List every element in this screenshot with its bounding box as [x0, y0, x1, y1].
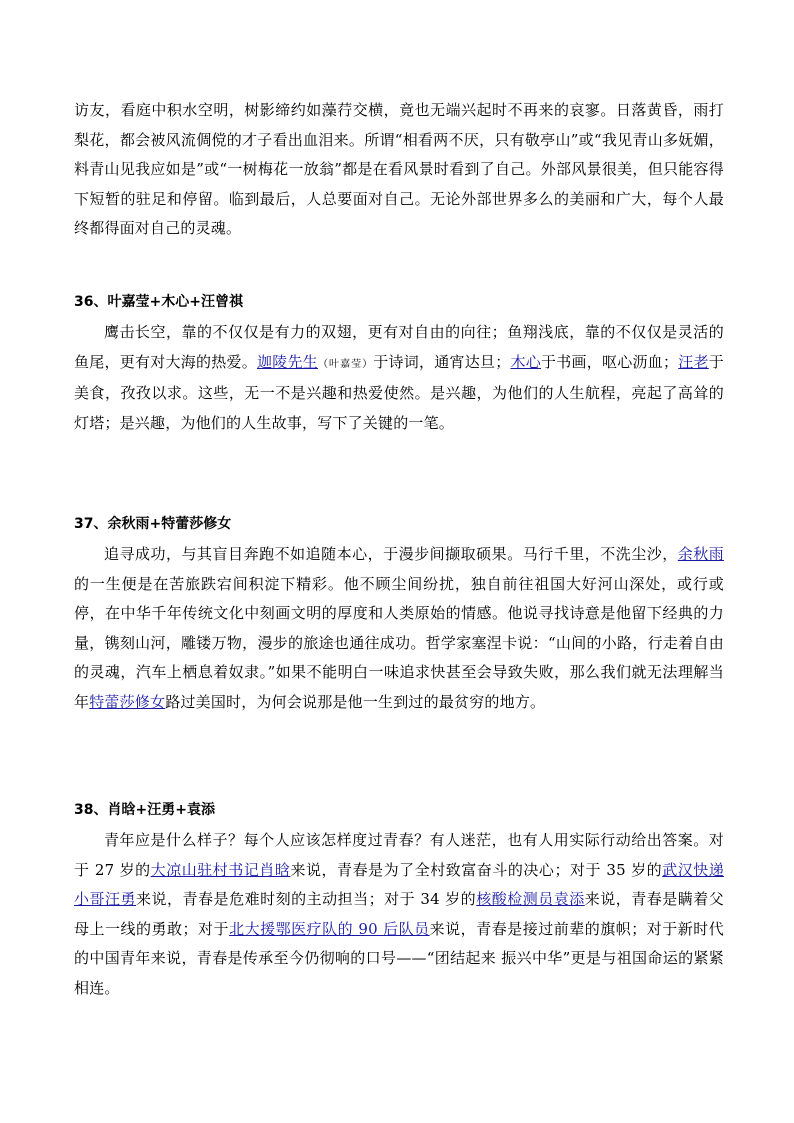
- link-medical-team[interactable]: 北大援鄂医疗队的 90 后队员: [229, 919, 430, 938]
- paragraph-text: 访友，看庭中积水空明，树影缔约如藻荇交横，竟也无端兴起时不再来的哀寥。日落黄昏，雨打梨花，都会被风流倜傥的才子看出血泪来。所谓“相看两不厌，只有敬亭山”或“我见青山多妩媚，料青山见我应如是”或“一树梅花一放翁”都是在看风景时看到了自己。外部风景很美，但只能容得下短暂的驻足和停留。临到最后，人总要面对自己。无论外部世界多么的美丽和广大，每个人最终都得面对自己的灵魂。: [74, 101, 724, 238]
- section-36-heading: 36、叶嘉莹+木心+汪曾祺: [74, 294, 243, 310]
- link-xiaohan[interactable]: 大凉山驻村书记肖晗: [150, 860, 291, 879]
- paragraph-text: 鹰击长空，靠的不仅仅是有力的双翅，更有对自由的向往；鱼翔浅底，靠的不仅仅是灵活的鱼尾，更有对大海的热爱。: [74, 323, 724, 371]
- paragraph-text: 路过美国时，为何会说那是他一生到过的最贫穷的地方。: [165, 692, 546, 711]
- section-38-paragraph: [74, 826, 724, 1004]
- paragraph-text: 来说，青春是瞒着父母上一线的勇敢；对于: [74, 890, 724, 938]
- section-36-paragraph: [74, 318, 724, 438]
- paragraph-text: 于书画，呕心沥血；: [541, 352, 679, 371]
- section-37-paragraph: [74, 540, 724, 718]
- section-37-heading: 37、余秋雨+特蕾莎修女: [74, 516, 232, 532]
- paragraph-text: （叶嘉莹）: [318, 358, 374, 370]
- paragraph-text: 来说，青春是危难时刻的主动担当；对于 34 岁的: [136, 890, 477, 909]
- paragraph-text: 的一生便是在苦旅跌宕间积淀下精彩。他不顾尘间纷扰，独自前往祖国大好河山深处，或行或停，在中华千年传统文化中刻画文明的厚度和人类原始的情感。他说寻找诗意是他留下经典的力量，镌刻山河，雕镂万物，漫步的旅途也通往成功。哲学家塞涅卡说：“山间的小路，行走着自由的灵魂，汽车上栖息着奴隶。”如果不能明白一味追求快甚至会导致失败，那么我们就无法理解当年: [74, 574, 724, 711]
- link-muxin[interactable]: 木心: [510, 352, 542, 371]
- link-wanglao[interactable]: 汪老: [678, 352, 709, 371]
- link-jialing[interactable]: 迦陵先生: [257, 352, 318, 371]
- paragraph-text: 追寻成功，与其盲目奔跑不如追随本心，于漫步间撷取硕果。马行千里，不洗尘沙，: [104, 545, 678, 563]
- link-yuantian[interactable]: 核酸检测员袁添: [476, 890, 585, 909]
- paragraph-text: 来说，青春是为了全村致富奋斗的决心；对于 35 岁的: [290, 860, 663, 879]
- link-wangyong[interactable]: 武汉快递小哥汪勇: [74, 860, 724, 909]
- paragraph-text: 来说，青春是接过前辈的旗帜；对于新时代的中国青年来说，青春是传承至今仍彻响的口号——“团结起来 振兴中华”更是与祖国命运的紧紧相连。: [74, 919, 724, 997]
- section-38-heading: 38、肖晗+汪勇+袁添: [74, 802, 215, 818]
- section-35-paragraph: [74, 96, 724, 244]
- paragraph-text: 于诗词，通宵达旦；: [373, 352, 511, 371]
- paragraph-text: 于美食，孜孜以求。这些，无一不是兴趣和热爱使然。是兴趣，为他们的人生航程，亮起了高耸的灯塔；是兴趣，为他们的人生故事，写下了关键的一笔。: [74, 352, 724, 432]
- link-yuqiuyu[interactable]: 余秋雨: [677, 545, 724, 563]
- link-teresa[interactable]: 特蕾莎修女: [89, 692, 166, 711]
- paragraph-text: 青年应是什么样子？每个人应该怎样度过青春？有人迷茫，也有人用实际行动给出答案。对于 27 岁的: [74, 831, 724, 879]
